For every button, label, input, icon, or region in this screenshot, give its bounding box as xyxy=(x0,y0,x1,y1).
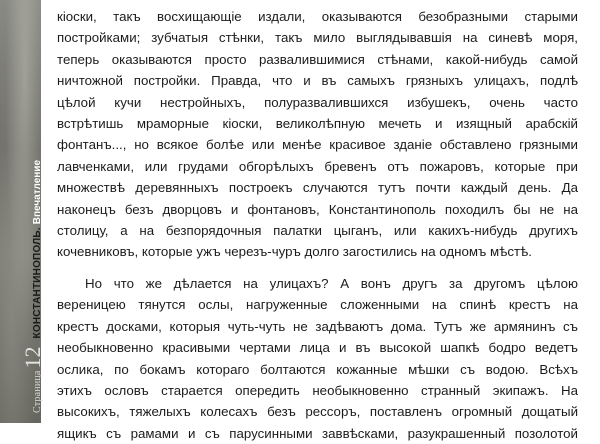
book-title: КОНСТАНТИНОПОЛЬ. xyxy=(32,227,43,339)
text-line: лавченками, или грудами обгорѣлыхъ бревенъ отъ пожаровъ, которые при xyxy=(57,158,578,174)
text-line: фонтанъ..., но всякое болѣе или менѣе красивое зданіе обставлено грязными xyxy=(57,137,578,153)
text-line: необыкновенно красивыми чертами лица и въ высокой шапкѣ бодро ведетъ xyxy=(57,340,578,356)
text-line: цѣлой кучи нестройныхъ, полуразвалившихся избушекъ, очень часто xyxy=(57,94,578,110)
page-number: 12 xyxy=(20,346,45,369)
text-line: этихъ ословъ старается опередить необыкновенно странный экипажъ. На xyxy=(57,382,578,398)
text-line: вереницею тянутся ослы, нагруженные сложенными на спинѣ крестъ на xyxy=(57,297,578,313)
book-subtitle: Впечатление xyxy=(32,159,43,225)
sidebar-vertical-caption xyxy=(20,160,46,413)
text-line: теперь оказываются просто развалившимися стѣнами, какой-нибудь самой xyxy=(57,51,578,67)
paragraph-1 xyxy=(57,6,578,263)
text-line: кіоски, такъ восхищающіе издали, оказываются безобразными старыми xyxy=(57,9,578,24)
page-body xyxy=(57,6,578,444)
text-line: крестъ досками, которыя чуть-чуть не задѣваютъ дома. Тутъ же армянинъ съ xyxy=(57,318,578,334)
text-line: кочевниковъ, которые ужъ черезъ-чуръ долго загостились на одномъ мѣстѣ. xyxy=(57,244,532,260)
page-label: Страница xyxy=(32,370,43,413)
paragraph-2 xyxy=(57,273,578,444)
text-line: постройками; зубчатыя стѣнки, такъ мило выглядывавшія на синевѣ моря, xyxy=(57,30,578,46)
text-line: ничтожной постройки. Правда, что и въ самыхъ грязныхъ улицахъ, подлѣ xyxy=(57,73,578,89)
text-line: встрѣтишь мраморные кіоски, великолѣпную мечеть и изящный арабскій xyxy=(57,116,578,132)
text-line: множествѣ деревянныхъ построекъ случаются тутъ почти каждый день. Да xyxy=(57,180,578,196)
text-line: Но что же дѣлается на улицахъ? А вонъ другъ за другомъ цѣлою xyxy=(85,275,578,291)
text-line: высокихъ, тяжелыхъ колесахъ безъ рессоръ, поставленъ огромный дощатый xyxy=(57,404,578,420)
text-line: ящикъ съ рамами и съ парусинными заввѣсками, разукрашенный позолотой xyxy=(57,425,578,441)
text-line: столицу, а на безпорядочныя палатки цыганъ, или какихъ-нибудь другихъ xyxy=(57,223,578,239)
text-line: ослика, по бокамъ котораго болтаются кожанные мѣшки съ водою. Всѣхъ xyxy=(57,361,578,377)
sidebar xyxy=(0,0,45,423)
text-line: наконецъ безъ дворцовъ и фонтановъ, Константинополь походилъ бы не на xyxy=(57,201,578,217)
